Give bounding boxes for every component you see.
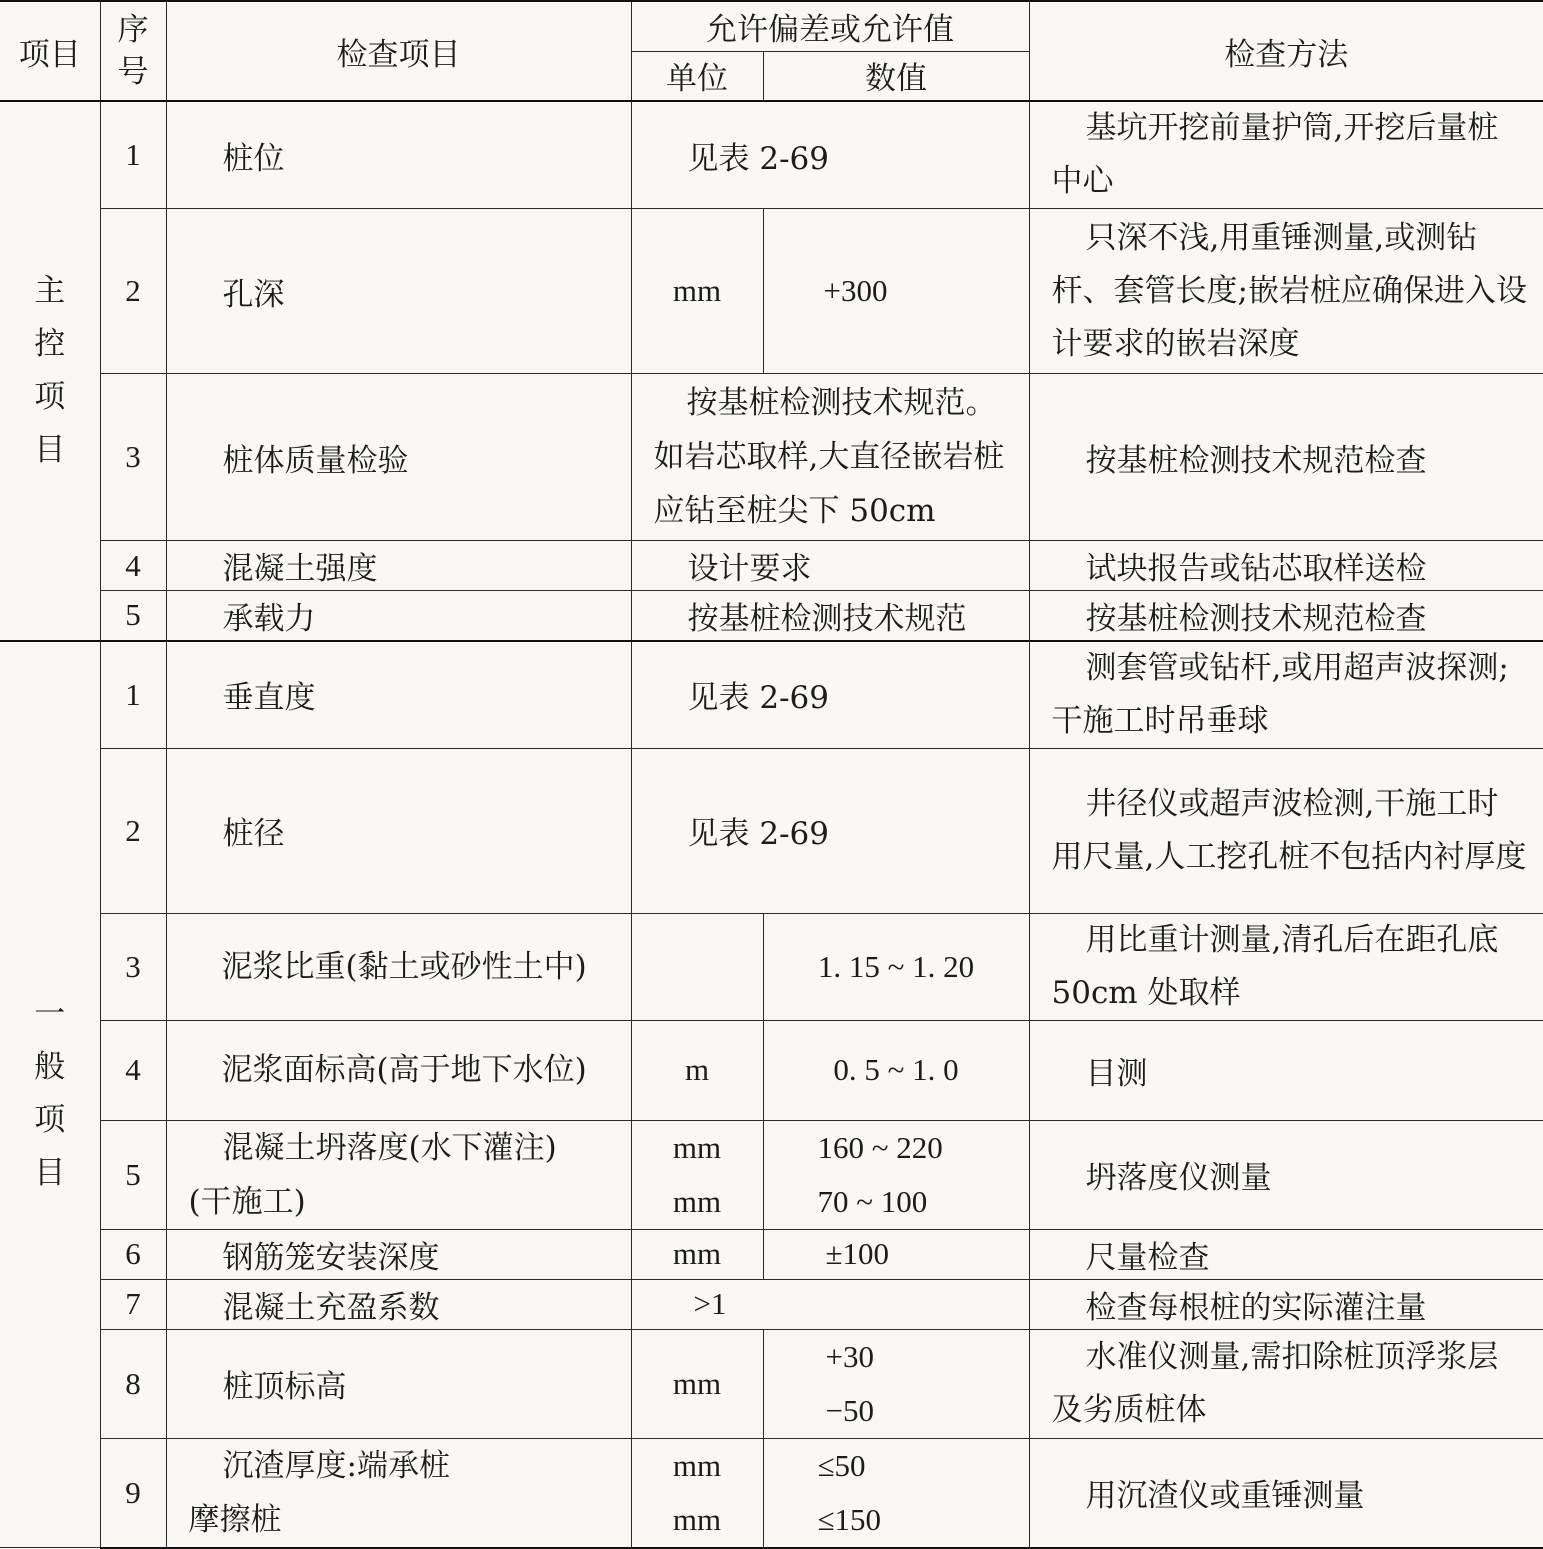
row-method: 测套管或钻杆,或用超声波探测;干施工时吊垂球	[1029, 641, 1543, 749]
row-method: 目测	[1029, 1020, 1543, 1120]
row-value-line: 70 ~ 100	[817, 1183, 928, 1219]
row-unit: mm	[631, 1329, 763, 1438]
table-row	[0, 913, 1543, 1020]
row-value	[763, 1120, 1029, 1229]
row-item-line: 混凝土坍落度(水下灌注)	[222, 1129, 557, 1166]
row-method: 基坑开挖前量护筒,开挖后量桩中心	[1029, 101, 1543, 209]
row-value: 0. 5 ~ 1. 0	[763, 1020, 1029, 1120]
row-item: 钢筋笼安装深度	[166, 1229, 631, 1279]
header-item: 检查项目	[166, 1, 631, 101]
row-item: 泥浆面标高(高于地下水位)	[166, 1020, 631, 1120]
row-method: 只深不浅,用重锤测量,或测钻杆、套管长度;嵌岩桩应确保进入设计要求的嵌岩深度	[1029, 209, 1543, 374]
row-merged-value: 见表 2-69	[631, 748, 1029, 913]
row-method: 按基桩检测技术规范检查	[1029, 374, 1543, 541]
group-label-char: 般	[34, 1049, 66, 1086]
row-seq: 5	[100, 1120, 166, 1229]
table-row	[0, 1229, 1543, 1279]
row-merged-value: 按基桩检测技术规范。如岩芯取样,大直径嵌岩桩应钻至桩尖下 50cm	[631, 374, 1029, 541]
row-value	[763, 1438, 1029, 1548]
row-unit-line: mm	[672, 1183, 722, 1219]
row-item	[166, 1438, 631, 1548]
row-method: 用比重计测量,清孔后在距孔底 50cm 处取样	[1029, 913, 1543, 1020]
row-unit	[631, 1438, 763, 1548]
group-label-char: 一	[34, 996, 66, 1033]
header-seq-text: 序号	[117, 12, 149, 90]
row-item: 混凝土充盈系数	[166, 1279, 631, 1329]
row-item: 泥浆比重(黏土或砂性土中)	[166, 913, 631, 1020]
row-value-line: ≤50	[817, 1447, 866, 1483]
row-item: 垂直度	[166, 641, 631, 749]
row-unit-line: mm	[672, 1129, 722, 1165]
table-row	[0, 1329, 1543, 1438]
header-value: 数值	[763, 51, 1029, 101]
row-seq: 2	[100, 209, 166, 374]
row-merged-value: 见表 2-69	[631, 101, 1029, 209]
header-row	[0, 1, 1543, 51]
row-seq: 3	[100, 913, 166, 1020]
group-label-char: 主	[34, 272, 66, 309]
row-item: 承载力	[166, 591, 631, 641]
row-method: 试块报告或钻芯取样送检	[1029, 541, 1543, 591]
row-value-line: 160 ~ 220	[817, 1129, 943, 1165]
row-item: 桩体质量检验	[166, 374, 631, 541]
row-method: 坍落度仪测量	[1029, 1120, 1543, 1229]
row-method: 尺量检查	[1029, 1229, 1543, 1279]
row-item-line: (干施工)	[188, 1183, 306, 1220]
table-row	[0, 541, 1543, 591]
row-value: 1. 15 ~ 1. 20	[763, 913, 1029, 1020]
row-merged-value: 见表 2-69	[631, 641, 1029, 749]
row-seq: 1	[100, 641, 166, 749]
row-unit: mm	[631, 1229, 763, 1279]
row-item-line: 摩擦桩	[188, 1501, 282, 1538]
row-method: 按基桩检测技术规范检查	[1029, 591, 1543, 641]
row-method: 用沉渣仪或重锤测量	[1029, 1438, 1543, 1548]
table-row	[0, 1020, 1543, 1120]
row-item: 桩径	[166, 748, 631, 913]
row-merged-value: 按基桩检测技术规范	[631, 591, 1029, 641]
row-seq: 1	[100, 101, 166, 209]
row-method: 水准仪测量,需扣除桩顶浮浆层及劣质桩体	[1029, 1329, 1543, 1438]
row-seq: 4	[100, 541, 166, 591]
row-item: 孔深	[166, 209, 631, 374]
group-label-char: 项	[34, 1102, 66, 1139]
row-value-line: +30	[825, 1338, 874, 1374]
header-method: 检查方法	[1029, 1, 1543, 101]
row-seq: 2	[100, 748, 166, 913]
header-unit: 单位	[631, 51, 763, 101]
row-method: 检查每根桩的实际灌注量	[1029, 1279, 1543, 1329]
table-row	[0, 374, 1543, 541]
row-unit: mm	[631, 209, 763, 374]
header-category: 项目	[0, 1, 100, 101]
row-seq: 8	[100, 1329, 166, 1438]
table-row	[0, 591, 1543, 641]
row-item: 桩顶标高	[166, 1329, 631, 1438]
row-value: +300	[763, 209, 1029, 374]
row-value: ±100	[763, 1229, 1029, 1279]
row-seq: 6	[100, 1229, 166, 1279]
table-row	[0, 1438, 1543, 1548]
row-seq: 7	[100, 1279, 166, 1329]
row-item	[166, 1120, 631, 1229]
table-row	[0, 1279, 1543, 1329]
table-row	[0, 641, 1543, 749]
header-tolerance: 允许偏差或允许值	[631, 1, 1029, 51]
table-row	[0, 1120, 1543, 1229]
header-seq	[100, 1, 166, 101]
row-value-line: ≤150	[817, 1501, 882, 1537]
group-label-main	[0, 101, 100, 641]
row-item-line: 沉渣厚度:端承桩	[222, 1447, 450, 1484]
group-label-general	[0, 641, 100, 1548]
table-row	[0, 101, 1543, 209]
row-unit	[631, 913, 763, 1020]
row-item: 混凝土强度	[166, 541, 631, 591]
group-label-char: 控	[34, 325, 66, 362]
table-row	[0, 209, 1543, 374]
row-unit	[631, 1120, 763, 1229]
group-label-char: 目	[34, 431, 66, 468]
row-seq: 5	[100, 591, 166, 641]
row-seq: 3	[100, 374, 166, 541]
row-unit-line: mm	[672, 1447, 722, 1483]
row-merged-value: >1	[631, 1279, 1029, 1329]
group-label-char: 目	[34, 1155, 66, 1192]
row-seq: 9	[100, 1438, 166, 1548]
row-value-line: −50	[825, 1392, 874, 1428]
row-item: 桩位	[166, 101, 631, 209]
table-row	[0, 748, 1543, 913]
row-method: 井径仪或超声波检测,干施工时用尺量,人工挖孔桩不包括内衬厚度	[1029, 748, 1543, 913]
row-value	[763, 1329, 1029, 1438]
row-seq: 4	[100, 1020, 166, 1120]
group-label-char: 项	[34, 378, 66, 415]
row-unit: m	[631, 1020, 763, 1120]
row-merged-value: 设计要求	[631, 541, 1029, 591]
row-unit-line: mm	[672, 1501, 722, 1537]
